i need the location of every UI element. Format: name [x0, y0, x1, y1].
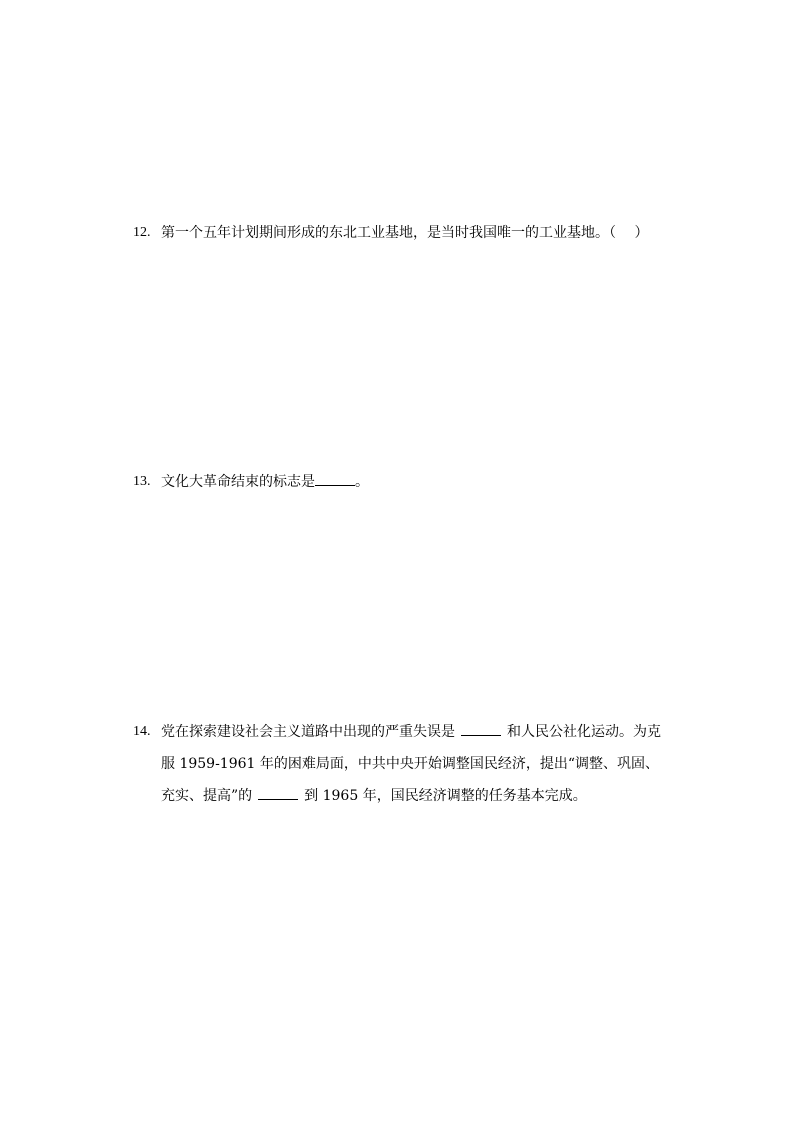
question-text-part: 文化大革命结束的标志是: [161, 474, 315, 490]
question-text: [161, 217, 673, 249]
question-text-part: 第一个五年计划期间形成的东北工业基地，是当时我国唯一的工业基地。（ ）: [161, 225, 649, 241]
question-text-part: 和人民公社化运动。为克服 1959-1961 年的困难局面，中共中央开始调整国民经济，提出“调整、巩固、充实、提高”的: [161, 724, 661, 804]
question-number: 12.: [133, 225, 151, 240]
question-number: 13.: [133, 474, 151, 489]
answer-blank: [461, 721, 501, 736]
question-text-part: 到 1965 年，国民经济调整的任务基本完成。: [304, 788, 587, 804]
question-12: [133, 217, 673, 249]
answer-blank: [258, 785, 298, 800]
question-number: 14.: [133, 724, 151, 739]
question-14: [133, 716, 673, 812]
question-text-part: 党在探索建设社会主义道路中出现的严重失误是: [161, 724, 455, 740]
question-13: [133, 466, 673, 498]
question-text-part: 。: [355, 474, 369, 490]
question-text: [161, 716, 673, 812]
question-text: [161, 466, 673, 498]
answer-blank: [315, 471, 355, 486]
